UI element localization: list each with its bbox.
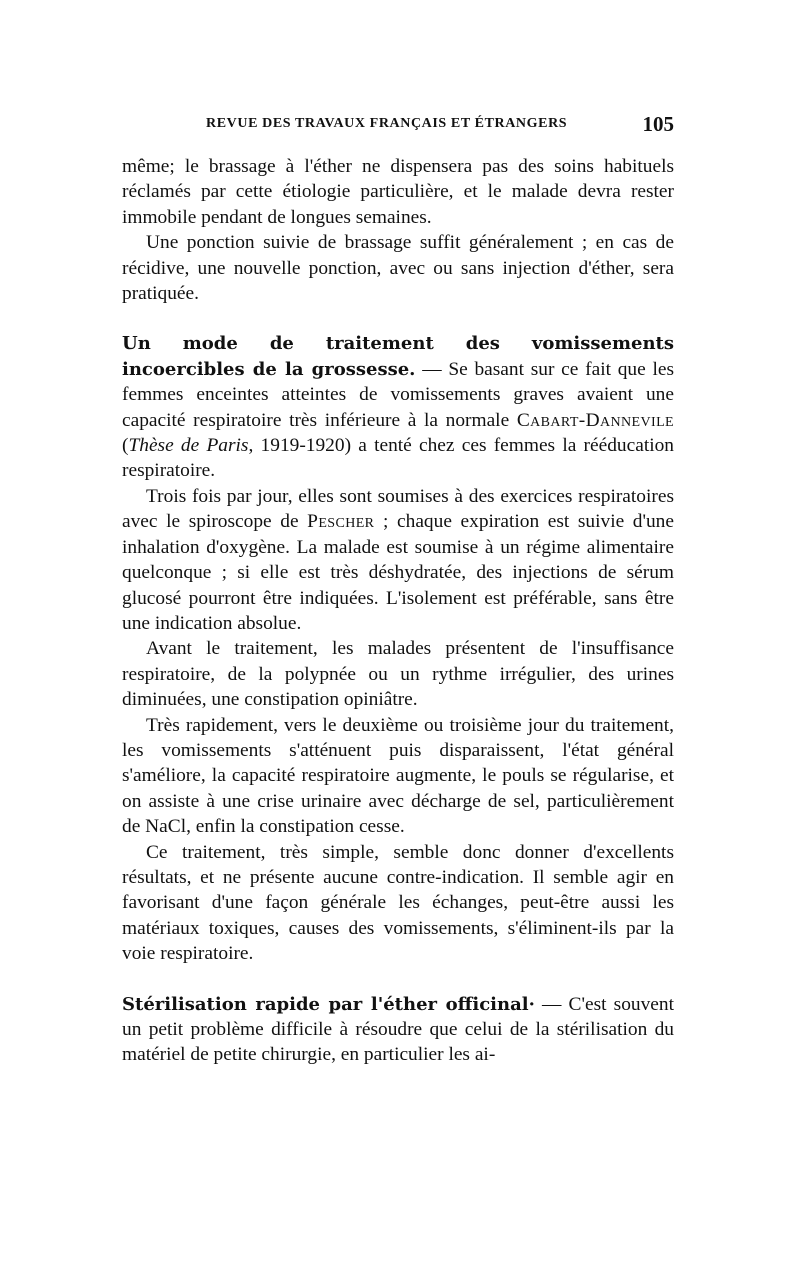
section-heading-sterilisation: Stérilisation rapide par l'éther officinal· (122, 993, 535, 1015)
paragraph-avant-traitement: Avant le traitement, les malades présentent de l'insuffisance respiratoire, de la polypnée ou un rythme irrégulier, des urines diminuées, une constipation opiniâtre. (122, 638, 674, 711)
section-text: — Se basant sur ce fait que les femmes enceintes atteintes de vomissements graves avaient une capacité respiratoire très inférieure à la normale (122, 358, 674, 431)
section-text: , 1919-1920) a tenté chez ces femmes la rééducation respiratoire. (122, 435, 674, 482)
section-text: ( (122, 435, 129, 457)
author-name: Cabart-Dannevile (516, 409, 674, 431)
paragraph-conclusion: Ce traitement, très simple, semble donc donner d'excellents résultats, et ne présente aucune contre-indication. Il semble agir en favorisant d'une façon générale les échanges, peut-être aussi les matériaux toxiques, causes des vomissements, s'éliminent-ils par la voie respiratoire. (122, 841, 674, 965)
author-name: Pescher (307, 511, 375, 533)
paragraph-exercices (122, 484, 674, 636)
paragraph-text: ; chaque expiration est suivie d'une inhalation d'oxygène. La malade est soumise à un régime alimentaire quelconque ; si elle est très déshydratée, des injections de sérum glucosé pourront être indiquées. L'isolement est préférable, sans être une indication absolue. (122, 511, 674, 634)
section-text: — C'est souvent un petit problème difficile à résoudre que celui de la stérilisation du matériel de petite chirurgie, en particulier les ai- (122, 993, 674, 1066)
body-text (122, 154, 674, 1068)
section-heading-vomissements: Un mode de traitement des vomissements incoercibles de la grossesse. (122, 333, 674, 380)
paragraph-continuation: même; le brassage à l'éther ne dispensera pas des soins habituels réclamés par cette étiologie particulière, et le malade devra rester immobile pendant de longues semaines. (122, 156, 674, 228)
thesis-reference: Thèse de Paris (128, 435, 249, 457)
paragraph-text: Trois fois par jour, elles sont soumises à des exercices respiratoires avec le spiroscope de (122, 485, 674, 533)
paragraph-ponction: Une ponction suivie de brassage suffit généralement ; en cas de récidive, une nouvelle ponction, avec ou sans injection d'éther, sera pratiquée. (122, 232, 674, 305)
page-number: 105 (642, 112, 674, 136)
section-vomissements (122, 331, 674, 483)
running-title: REVUE DES TRAVAUX FRANÇAIS ET ÉTRANGERS (206, 116, 568, 131)
running-head (122, 112, 678, 140)
section-sterilisation (122, 992, 674, 1068)
paragraph-rapidement: Très rapidement, vers le deuxième ou troisième jour du traitement, les vomissements s'atténuent puis disparaissent, l'état général s'améliore, la capacité respiratoire augmente, le pouls se régularise, et on assiste à une crise urinaire avec décharge de sel, particulièrement de NaCl, enfin la constipation cesse. (122, 714, 674, 838)
